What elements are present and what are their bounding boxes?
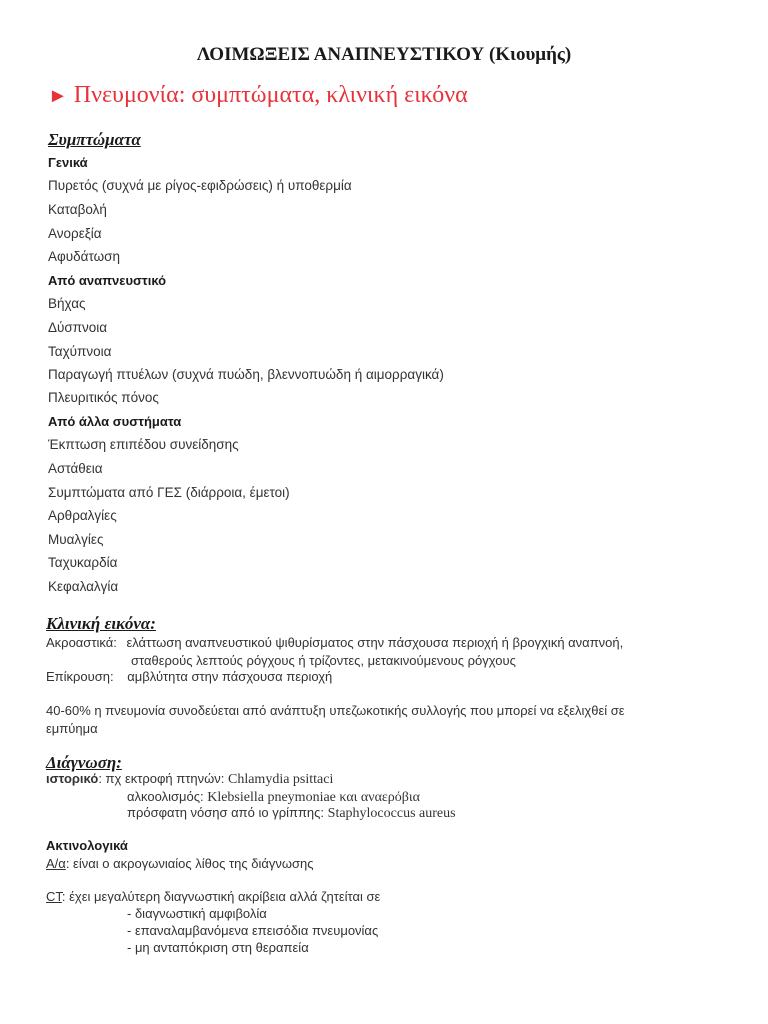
organism-name: Klebsiella pneymoniae και αναερόβια <box>207 790 421 805</box>
list-item: Δύσπνοια <box>48 320 108 335</box>
ct-text: : έχει μεγαλύτερη διαγνωστική ακρίβεια αλλά ζητείται σε <box>61 889 381 904</box>
auscultation-line <box>46 635 623 650</box>
history-line <box>46 771 333 788</box>
list-item: Κεφαλαλγία <box>48 579 119 594</box>
auscultation-text-cont: σταθερούς λεπτούς ρόγχους ή τρίζοντες, μετακινούμενους ρόγχους <box>131 653 516 668</box>
history-prefix: πρόσφατη νόσησ από ιο γρίππης: <box>127 805 328 820</box>
list-item: Βήχας <box>48 296 86 311</box>
triangle-bullet-icon: ► <box>48 85 68 107</box>
organism-name: Chlamydia psittaci <box>227 772 334 787</box>
list-item: Ταχυκαρδία <box>48 555 118 570</box>
percussion-line <box>46 669 332 684</box>
symptoms-heading: Συμπτώματα <box>48 130 141 149</box>
list-item: Συμπτώματα από ΓΕΣ (διάρροια, έμετοι) <box>48 485 290 500</box>
ct-label: CT <box>46 889 62 904</box>
history-label: ιστορικό <box>46 771 99 786</box>
diagnosis-heading: Διάγνωση: <box>46 753 122 772</box>
list-item: - μη ανταπόκριση στη θεραπεία <box>127 940 309 955</box>
document-title: ΛΟΙΜΩΞΕΙΣ ΑΝΑΠΝΕΥΣΤΙΚΟΥ (Κιουμής) <box>196 44 572 65</box>
list-item: Ανορεξία <box>48 226 102 241</box>
list-item: Αρθραλγίες <box>48 508 117 523</box>
organism-name: Staphylococcus aureus <box>327 806 456 821</box>
radiology-heading: Ακτινολογικά <box>46 838 128 853</box>
list-item: Παραγωγή πτυέλων (συχνά πυώδη, βλεννοπυώδη ή αιμορραγικά) <box>48 367 444 382</box>
group-label-general: Γενικά <box>48 155 88 170</box>
ct-line <box>46 889 380 904</box>
effusion-note: 40-60% η πνευμονία συνοδεύεται από ανάπτυξη υπεζωκοτικής συλλογής που μπορεί να εξελιχθεί σε <box>46 703 625 718</box>
xray-label: Α/α <box>46 856 66 871</box>
percussion-label: Επίκρουση: <box>46 669 114 684</box>
auscultation-text: ελάττωση αναπνευστικού ψιθυρίσματος στην πάσχουσα περιοχή ή βρογχική αναπνοή, <box>126 635 624 650</box>
list-item: Ταχύπνοια <box>48 344 112 359</box>
list-item: - διαγνωστική αμφιβολία <box>127 906 267 921</box>
group-label-respiratory: Από αναπνευστικό <box>48 273 167 288</box>
history-prefix: : πχ εκτροφή πτηνών: <box>98 771 228 786</box>
xray-line <box>46 856 314 871</box>
section-subtitle <box>48 82 468 109</box>
subtitle-text: Πνευμονία: συμπτώματα, κλινική εικόνα <box>73 82 468 108</box>
list-item: Καταβολή <box>48 202 107 217</box>
list-item: Μυαλγίες <box>48 532 104 547</box>
list-item: Αφυδάτωση <box>48 249 120 264</box>
percussion-text: αμβλύτητα στην πάσχουσα περιοχή <box>127 669 333 684</box>
history-row <box>127 805 456 822</box>
effusion-note-cont: εμπύημα <box>46 721 98 736</box>
list-item: Πυρετός (συχνά με ρίγος-εφιδρώσεις) ή υποθερμία <box>48 178 352 193</box>
clinical-heading: Κλινική εικόνα: <box>46 614 156 633</box>
xray-text: : είναι ο ακρογωνιαίος λίθος της διάγνωσης <box>65 856 314 871</box>
list-item: Αστάθεια <box>48 461 103 476</box>
group-label-other-systems: Από άλλα συστήματα <box>48 414 182 429</box>
list-item: Έκπτωση επιπέδου συνείδησης <box>48 437 239 452</box>
auscultation-label: Ακροαστικά: <box>46 635 117 650</box>
history-row <box>127 789 420 806</box>
list-item: Πλευριτικός πόνος <box>48 390 159 405</box>
list-item: - επαναλαμβανόμενα επεισόδια πνευμονίας <box>127 923 379 938</box>
history-prefix: αλκοολισμός: <box>127 789 208 804</box>
